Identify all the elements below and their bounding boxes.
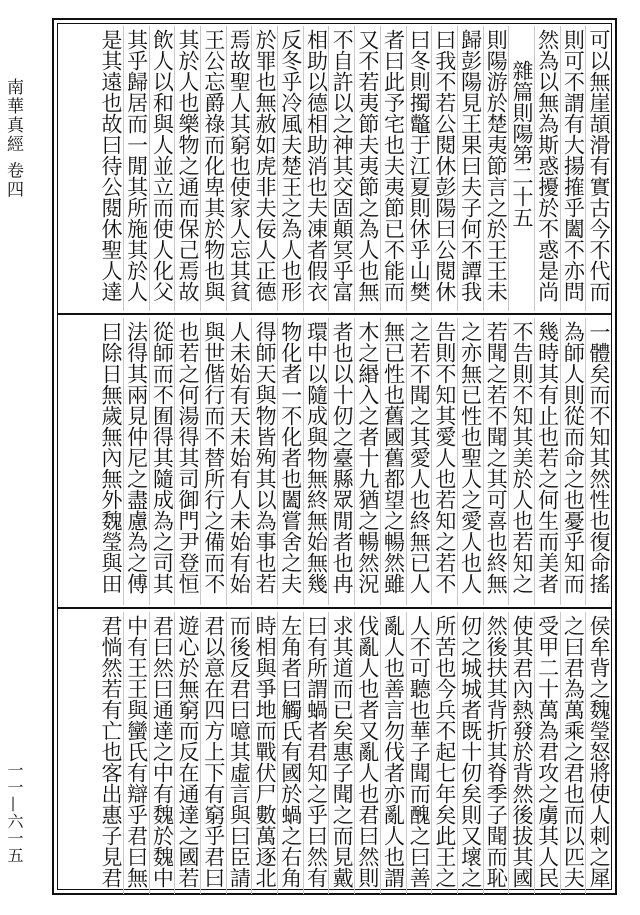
margin-title: 南華真經 卷四 [3, 78, 23, 200]
text-column: 曰除日無歲無內無外魏瑩與田 [98, 321, 123, 594]
text-column: 君以意在四方上下有窮乎君曰 [200, 612, 226, 894]
text-column: 侯牟背之魏瑩怒將使人刺之犀 [585, 612, 611, 894]
text-column: 飲人以和與人並立而使人化父 [149, 26, 175, 311]
text-column: 無已性也舊國舊都望之暢然雖 [380, 318, 406, 605]
text-column: 曰有所謂蝸者君知之乎曰然有 [303, 612, 329, 894]
frame-inner-border [57, 23, 612, 890]
text-column: 相助以德相助消也夫凍者假衣 [303, 26, 329, 311]
text-column: 中有王王與蠻氏有辯乎君曰無 [123, 612, 149, 894]
text-column: 所苦也今兵不起七年矣此王之 [431, 612, 457, 894]
text-column: 焉故聖人其窮也使家人忘其貧 [226, 26, 252, 311]
register-upper [58, 26, 611, 311]
text-column: 使其君內熱發於背然後拔其國 [508, 612, 534, 894]
text-column: 幾時其有止也若之何生而美者 [534, 318, 560, 605]
text-column: 曰冬則擉鼈于江夏則休乎山樊 [406, 26, 432, 311]
text-column: 然後扶其背折其脊季子聞而恥 [483, 612, 509, 894]
text-column: 得師天與物皆殉其以為事也若 [251, 318, 277, 605]
text-column: 君惝然若有亡也客出惠子見君 [98, 615, 123, 888]
text-column: 反冬乎冷風夫楚王之為人也形 [277, 26, 303, 311]
register-middle [58, 318, 611, 605]
register-lower [58, 612, 611, 894]
register-divider-2 [58, 607, 611, 609]
text-column: 歸彭陽見王果曰夫子何不譚我 [457, 26, 483, 311]
text-column: 曰我不若公閱休彭陽曰公閱休 [431, 26, 457, 311]
text-column: 之若不聞之其愛人也終無已人 [406, 318, 432, 605]
text-column: 於罪也無赦如虎非夫佞人正德 [251, 26, 277, 311]
text-column: 受甲二十萬為君攻之虜其人民 [534, 612, 560, 894]
text-column: 其於人也樂物之通而保己焉故 [174, 26, 200, 311]
text-column: 一體矣而不知其然性也復命搖 [585, 318, 611, 605]
text-column: 若聞之若不聞之其可喜也終無 [483, 318, 509, 605]
text-column: 物化者一不化者也闔嘗舍之夫 [277, 318, 303, 605]
text-column: 左角者曰觸氏有國於蝸之右角 [277, 612, 303, 894]
text-column: 之亦無已性也聖人之愛人也人 [457, 318, 483, 605]
page-frame [52, 18, 617, 895]
text-column: 告則不知其愛人也若知之若不 [431, 318, 457, 605]
text-column: 與世偕行而不替所行之備而不 [200, 318, 226, 605]
text-column: 者也以十仞之臺縣眾閒者也冉 [328, 318, 354, 605]
text-column: 而後反君曰噫其虛言與曰臣請 [226, 612, 252, 894]
text-column: 君曰然曰通達之中有魏於魏中 [149, 612, 175, 894]
text-column: 木之緡入之者十九猶之暢然況 [354, 318, 380, 605]
text-column: 從師而不囿得其隨成為之司其 [149, 318, 175, 605]
text-column: 者曰此予宅也夫夷節已不能而 [380, 26, 406, 311]
text-column: 為師人則從而命之也憂乎知而 [560, 318, 586, 605]
text-column: 伐亂人也者又亂人也君曰然則 [354, 612, 380, 894]
text-column: 人未始有天未始有人未始有始 [226, 318, 252, 605]
text-column: 其乎歸居而一閒其所施其於人 [123, 26, 149, 311]
chapter-heading: 雜篇則陽第二十五 [508, 26, 534, 311]
text-column: 仞之城城者既十仞矣則又壞之 [457, 612, 483, 894]
text-column: 則陽游於楚夷節言之於王王未 [483, 26, 509, 311]
text-column: 環中以隨成與物無終無始無幾 [303, 318, 329, 605]
text-column: 亂人也善言勿伐者亦亂人也謂 [380, 612, 406, 894]
text-column: 也若之何湯得其司御門尹登恒 [174, 318, 200, 605]
text-column: 又不若夷節夫夷節之為人也無 [354, 26, 380, 311]
text-column: 然為以無為斯惑擾於不惑是尚 [534, 26, 560, 311]
text-column: 時相與爭地而戰伏尸數萬逐北 [251, 612, 277, 894]
text-column: 人不可聽也華子聞而醜之曰善 [406, 612, 432, 894]
text-column: 法得其兩見仲尼之盡慮為之傅 [123, 318, 149, 605]
text-column: 不自許以之神其交固顛冥乎富 [328, 26, 354, 311]
text-column: 遊心於無窮而反在通達之國若 [174, 612, 200, 894]
margin-page-number: 一一—六一五 [5, 762, 24, 864]
text-column: 則可不謂有大揚搉乎闔不亦問 [560, 26, 586, 311]
text-column: 可以無崖頡滑有實古今不代而 [585, 26, 611, 311]
text-column: 求其道而已矣惠子聞之而見戴 [328, 612, 354, 894]
text-column: 之曰君為萬乘之君也而以匹夫 [560, 612, 586, 894]
text-column: 是其遠也故曰待公閱休聖人達 [98, 29, 123, 302]
register-divider-1 [58, 313, 611, 315]
text-column: 不告則不知其美於人也若知之 [508, 318, 534, 605]
text-column: 王公忘爵祿而化卑其於物也與 [200, 26, 226, 311]
